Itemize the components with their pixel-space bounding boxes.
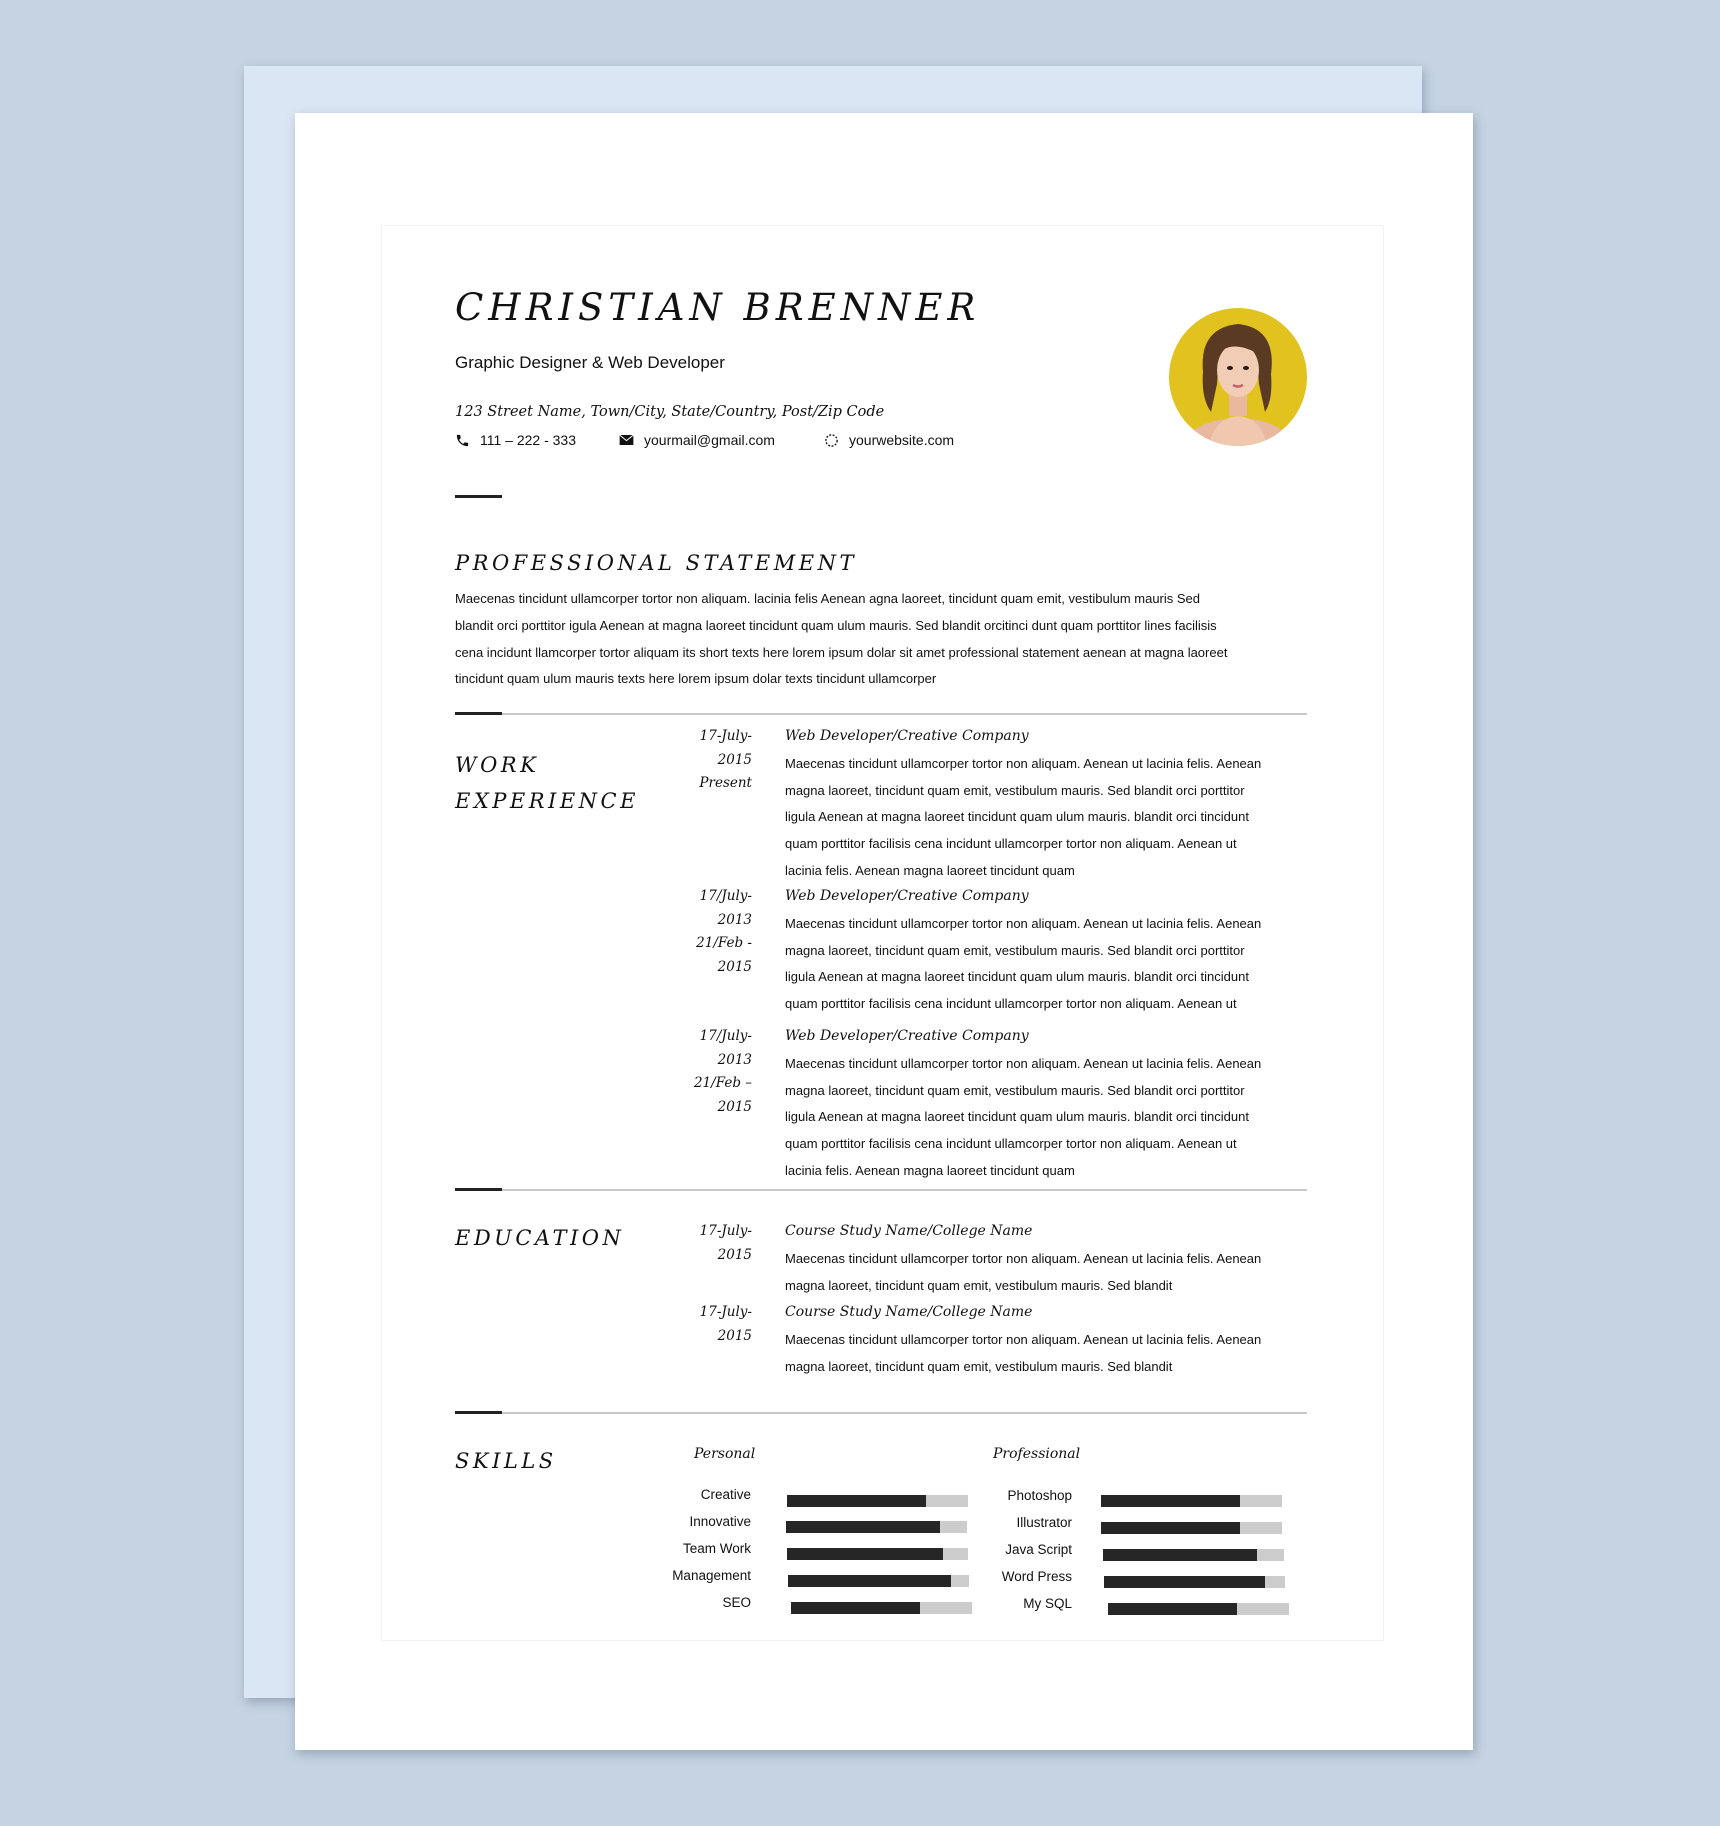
skill-bar-fill [791, 1602, 920, 1614]
work-heading-line1: WORK [455, 753, 540, 777]
work-title-2: Web Developer/Creative Company [785, 888, 1029, 904]
statement-line: tincidunt quam ulum mauris texts here lorem ipsum dolar texts tincidunt ullamcorper [455, 671, 937, 687]
skill-bar-management [788, 1575, 969, 1587]
skill-label-photoshop: Photoshop [1007, 1488, 1072, 1503]
date-line: 17-July- [699, 728, 752, 744]
skill-label-my-sql: My SQL [1023, 1596, 1072, 1611]
candidate-name: CHRISTIAN BRENNER [455, 286, 981, 329]
body-line: ligula Aenean at magna laoreet tincidunt quam ulum mauris. blandit orci tincidunt [785, 809, 1249, 825]
body-line: magna laoreet, tincidunt quam emit, vestibulum mauris. Sed blandit orci porttitor [785, 942, 1245, 958]
education-description-1 [785, 1246, 1305, 1299]
skill-label-seo: SEO [722, 1595, 751, 1610]
phone-number: 111 – 222 - 333 [480, 432, 577, 448]
statement-text [455, 586, 1300, 693]
skill-bar-java-script [1103, 1549, 1284, 1561]
work-description-2 [785, 911, 1305, 1018]
education-description-2 [785, 1327, 1305, 1380]
skill-label-team-work: Team Work [682, 1541, 751, 1556]
skill-bar-fill [1108, 1603, 1237, 1615]
body-line: magna laoreet, tincidunt quam emit, vestibulum mauris. Sed blandit [785, 1358, 1173, 1374]
date-line: 21/Feb - [696, 935, 752, 952]
date-line: 2013 [717, 1051, 752, 1068]
section-rule [455, 713, 1307, 715]
date-line: 2015 [717, 751, 752, 768]
personal-skills-title: Personal [694, 1446, 756, 1462]
statement-line: blandit orci porttitor igula Aenean at magna laoreet tincidunt quam ulum mauris. Sed blandit orcitinci dunt quam porttitor lines facilisis [455, 617, 1217, 633]
skill-bar-creative [787, 1495, 968, 1507]
skill-label-innovative: Innovative [689, 1514, 751, 1529]
skills-heading: SKILLS [455, 1449, 557, 1473]
skill-bar-my-sql [1108, 1603, 1289, 1615]
skill-bar-fill [1101, 1522, 1240, 1534]
skill-bar-fill [1104, 1576, 1265, 1588]
body-line: lacinia felis. Aenean magna laoreet tincidunt quam [785, 1162, 1075, 1178]
website-contact [824, 432, 954, 448]
envelope-icon [619, 434, 634, 446]
education-heading: EDUCATION [455, 1226, 625, 1250]
professional-skills-title: Professional [993, 1446, 1081, 1462]
date-line: 2015 [717, 1327, 752, 1344]
section-rule [455, 1189, 1307, 1191]
body-line: Maecenas tincidunt ullamcorper tortor non aliquam. Aenean ut lacinia felis. Aenean [785, 916, 1262, 931]
education-title-2: Course Study Name/College Name [785, 1304, 1033, 1320]
portrait-illustration [1169, 308, 1307, 446]
skill-bar-word-press [1104, 1576, 1285, 1588]
skill-label-illustrator: Illustrator [1016, 1515, 1072, 1530]
skill-bar-fill [1103, 1549, 1257, 1561]
skill-bar-innovative [786, 1521, 967, 1533]
skill-bar-fill [1101, 1495, 1240, 1507]
section-rule [455, 1412, 1307, 1414]
body-line: Maecenas tincidunt ullamcorper tortor non aliquam. Aenean ut lacinia felis. Aenean [785, 756, 1262, 771]
work-heading-line2: EXPERIENCE [455, 789, 639, 813]
date-line: 2015 [717, 959, 752, 976]
profile-photo [1169, 308, 1307, 446]
body-line: Maecenas tincidunt ullamcorper tortor non aliquam. Aenean ut lacinia felis. Aenean [785, 1332, 1262, 1347]
skill-bar-photoshop [1101, 1495, 1282, 1507]
work-description-3 [785, 1051, 1305, 1185]
skill-bar-seo [791, 1602, 972, 1614]
date-line: 2013 [717, 911, 752, 928]
work-title-3: Web Developer/Creative Company [785, 1028, 1029, 1044]
date-line: 17/July- [699, 1028, 752, 1044]
body-line: quam porttitor facilisis cena incidunt ullamcorper tortor non aliquam. Aenean ut [785, 996, 1237, 1012]
skill-bar-illustrator [1101, 1522, 1282, 1534]
body-line: magna laoreet, tincidunt quam emit, vestibulum mauris. Sed blandit orci porttitor [785, 1082, 1245, 1098]
header-divider [455, 495, 502, 498]
skill-bar-fill [787, 1548, 943, 1560]
address: 123 Street Name, Town/City, State/Country, Post/Zip Code [455, 404, 885, 420]
body-line: magna laoreet, tincidunt quam emit, vestibulum mauris. Sed blandit orci porttitor [785, 782, 1245, 798]
skill-label-creative: Creative [700, 1487, 751, 1502]
work-date-3 [642, 1025, 752, 1120]
skill-bar-fill [787, 1495, 926, 1507]
work-date-2 [642, 885, 752, 980]
phone-icon [455, 433, 470, 448]
education-date-1 [642, 1220, 752, 1267]
date-line: 17-July- [699, 1304, 752, 1320]
skill-label-java-script: Java Script [1005, 1542, 1072, 1557]
candidate-role: Graphic Designer & Web Developer [455, 353, 725, 372]
email-address[interactable]: yourmail@gmail.com [644, 432, 775, 448]
body-line: quam porttitor facilisis cena incidunt ullamcorper tortor non aliquam. Aenean ut [785, 836, 1237, 852]
section-accent [455, 1188, 502, 1191]
section-accent [455, 1411, 502, 1414]
work-heading [455, 747, 639, 819]
section-accent [455, 712, 502, 715]
skill-bar-fill [786, 1521, 940, 1533]
body-line: lacinia felis. Aenean magna laoreet tincidunt quam [785, 862, 1075, 878]
statement-heading: PROFESSIONAL STATEMENT [455, 551, 857, 575]
email-contact [619, 432, 775, 448]
skill-label-word-press: Word Press [1001, 1569, 1072, 1584]
date-line: 17/July- [699, 888, 752, 904]
body-line: ligula Aenean at magna laoreet tincidunt quam ulum mauris. blandit orci tincidunt [785, 1109, 1249, 1125]
body-line: magna laoreet, tincidunt quam emit, vestibulum mauris. Sed blandit [785, 1277, 1173, 1293]
skill-bar-fill [788, 1575, 951, 1587]
globe-icon [824, 433, 839, 448]
website-url[interactable]: yourwebsite.com [849, 432, 955, 448]
body-line: Maecenas tincidunt ullamcorper tortor non aliquam. Aenean ut lacinia felis. Aenean [785, 1251, 1262, 1266]
skill-label-management: Management [672, 1568, 751, 1583]
education-title-1: Course Study Name/College Name [785, 1223, 1033, 1239]
statement-line: cena incidunt llamcorper tortor aliquam its short texts here lorem ipsum dolar sit amet professional statement aenean at magna laoreet [455, 644, 1228, 660]
work-date-1 [642, 725, 752, 796]
work-title-1: Web Developer/Creative Company [785, 728, 1029, 744]
phone-contact [455, 432, 576, 448]
education-date-2 [642, 1301, 752, 1348]
date-line: 17-July- [699, 1223, 752, 1239]
body-line: ligula Aenean at magna laoreet tincidunt quam ulum mauris. blandit orci tincidunt [785, 969, 1249, 985]
date-line: 21/Feb – [693, 1075, 752, 1092]
date-line: 2015 [717, 1246, 752, 1263]
statement-line: Maecenas tincidunt ullamcorper tortor non aliquam. lacinia felis Aenean agna laoreet, tincidunt quam emit, vestibulum mauris Sed [455, 591, 1201, 606]
skill-bar-team-work [787, 1548, 968, 1560]
body-line: Maecenas tincidunt ullamcorper tortor non aliquam. Aenean ut lacinia felis. Aenean [785, 1056, 1262, 1071]
work-description-1 [785, 751, 1305, 885]
body-line: quam porttitor facilisis cena incidunt ullamcorper tortor non aliquam. Aenean ut [785, 1136, 1237, 1152]
date-line: 2015 [717, 1099, 752, 1116]
date-line: Present [699, 775, 752, 792]
